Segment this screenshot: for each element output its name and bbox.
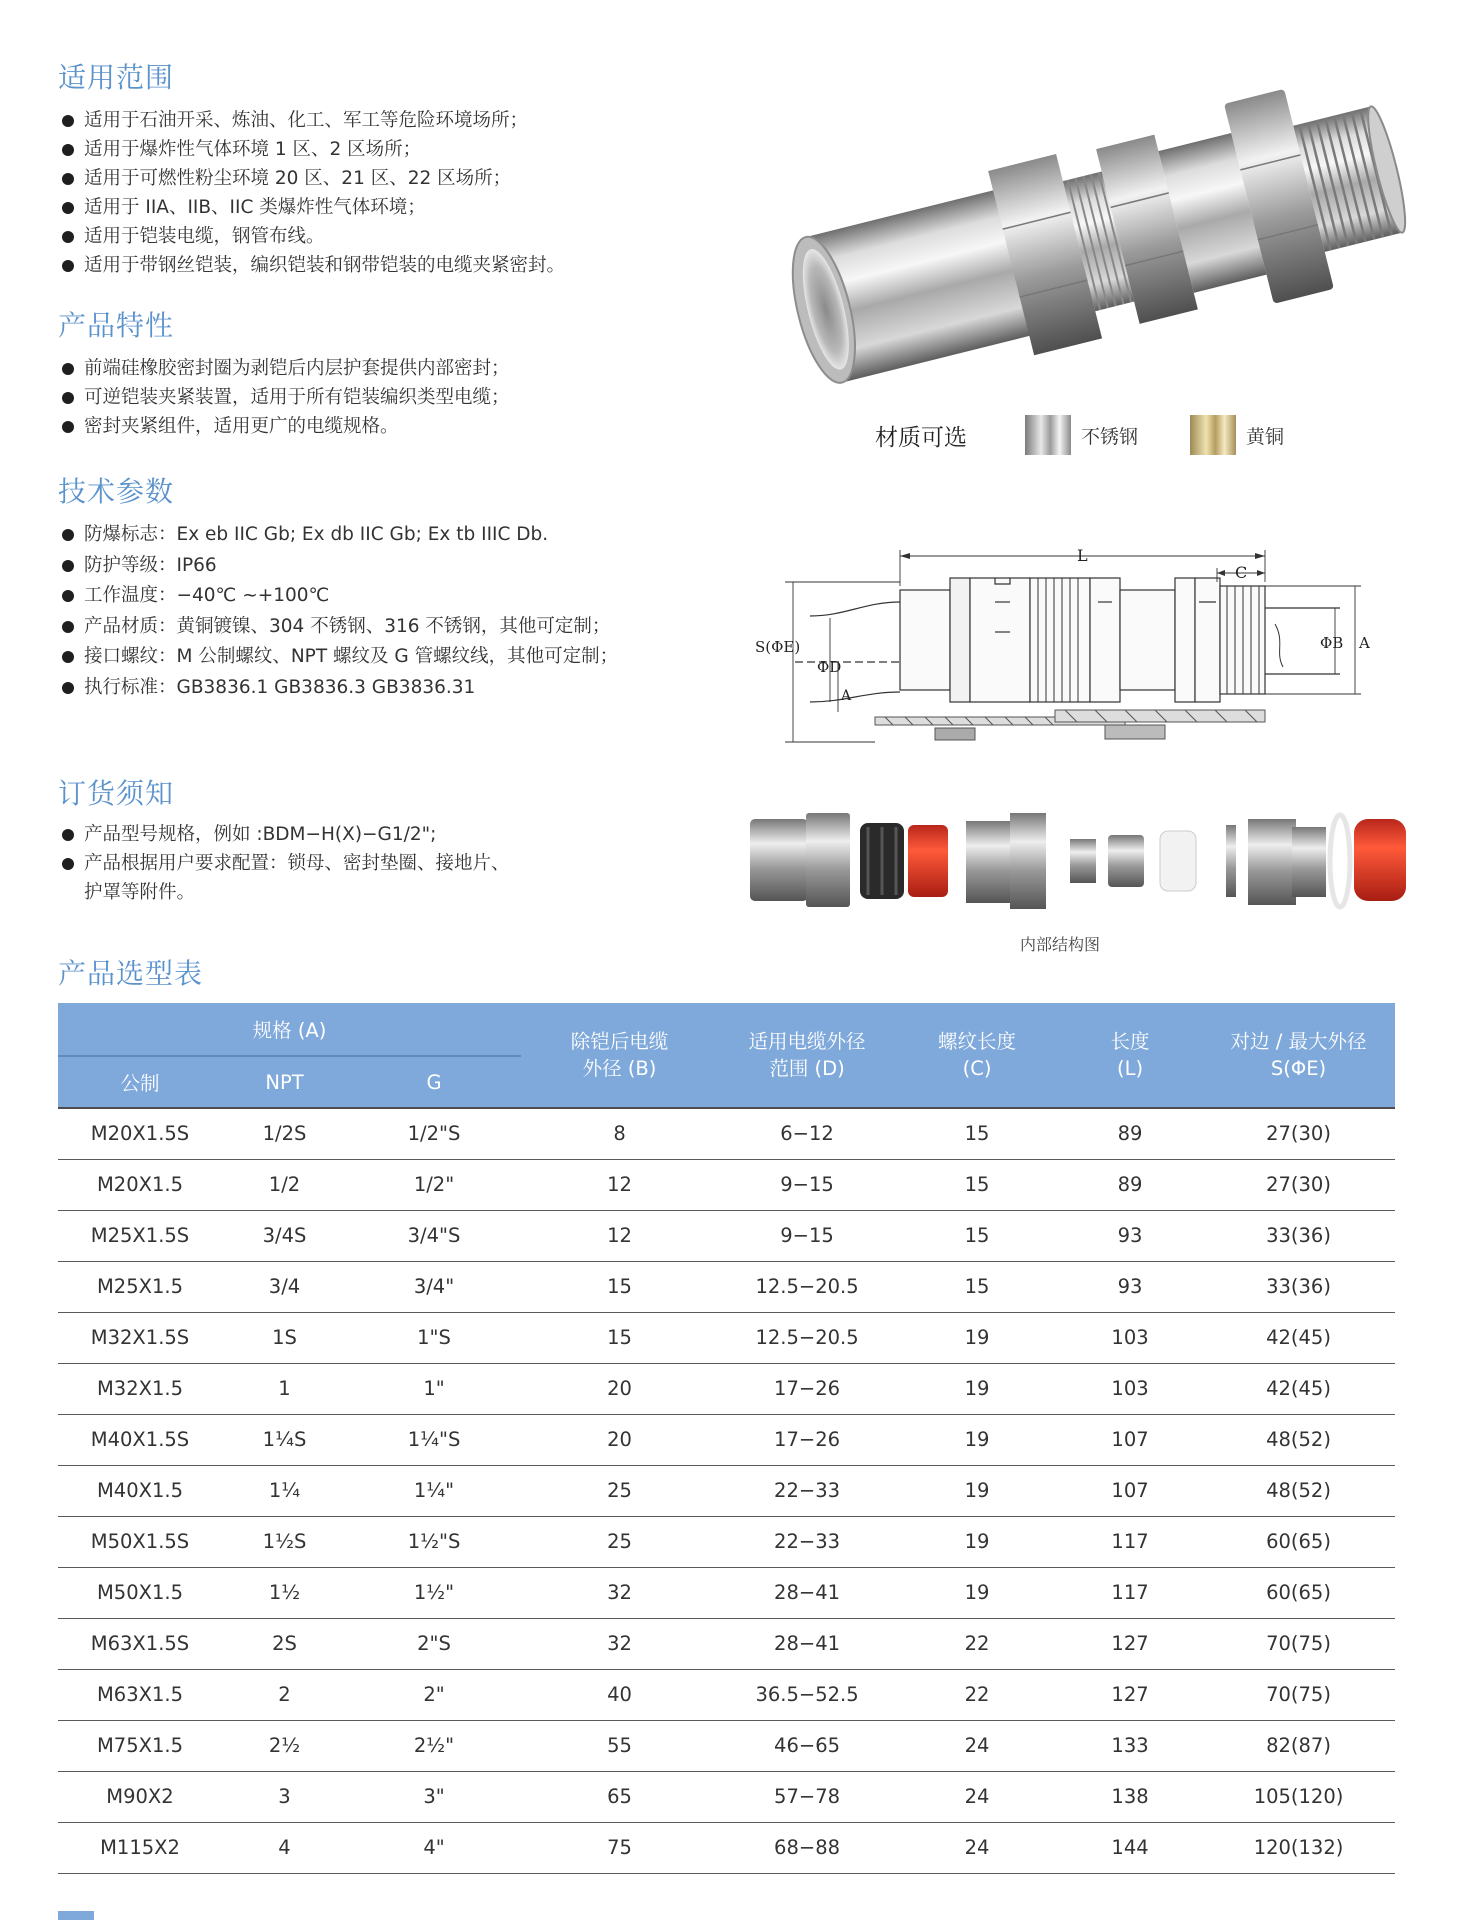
table-cell: 1¼S xyxy=(222,1414,347,1465)
table-cell: 4 xyxy=(222,1822,347,1873)
table-cell: 117 xyxy=(1058,1516,1202,1567)
table-cell: 3/4S xyxy=(222,1210,347,1261)
table-cell: 1/2" xyxy=(347,1159,521,1210)
table-cell: 1½S xyxy=(222,1516,347,1567)
table-cell: 19 xyxy=(896,1567,1058,1618)
table-cell: 68−88 xyxy=(718,1822,896,1873)
dim-label-B: ΦB xyxy=(1320,634,1344,652)
table-cell: 55 xyxy=(521,1720,718,1771)
table-cell: 22 xyxy=(896,1618,1058,1669)
table-cell: 15 xyxy=(896,1159,1058,1210)
table-cell: 24 xyxy=(896,1822,1058,1873)
material-option-name: 黄铜 xyxy=(1246,425,1285,448)
table-cell: 9−15 xyxy=(718,1210,896,1261)
table-cell: 65 xyxy=(521,1771,718,1822)
stainless-steel-swatch xyxy=(1025,415,1071,455)
table-cell: 57−78 xyxy=(718,1771,896,1822)
table-cell: 15 xyxy=(896,1210,1058,1261)
table-cell: 2" xyxy=(347,1669,521,1720)
table-cell: 1¼" xyxy=(347,1465,521,1516)
table-cell: 2"S xyxy=(347,1618,521,1669)
table-cell: 89 xyxy=(1058,1108,1202,1159)
table-cell: 48(52) xyxy=(1202,1414,1395,1465)
table-cell: 17−26 xyxy=(718,1414,896,1465)
specs-list xyxy=(62,520,618,703)
table-cell: M25X1.5S xyxy=(58,1210,222,1261)
list-item: 可逆铠装夹紧装置，适用于所有铠装编织类型电缆； xyxy=(62,383,510,412)
list-item: 适用于 IIA、IIB、IIC 类爆炸性气体环境； xyxy=(62,193,565,222)
table-cell: 46−65 xyxy=(718,1720,896,1771)
selection-table xyxy=(58,1003,1395,1874)
table-cell: 3/4 xyxy=(222,1261,347,1312)
table-cell: M25X1.5 xyxy=(58,1261,222,1312)
dim-label-L: L xyxy=(1077,546,1088,565)
table-cell: 1½" xyxy=(347,1567,521,1618)
table-cell: 33(36) xyxy=(1202,1261,1395,1312)
table-cell: 20 xyxy=(521,1414,718,1465)
parts-caption: 内部结构图 xyxy=(1020,935,1101,954)
table-cell: 117 xyxy=(1058,1567,1202,1618)
table-cell: 22−33 xyxy=(718,1465,896,1516)
table-cell: M40X1.5S xyxy=(58,1414,222,1465)
table-cell: M115X2 xyxy=(58,1822,222,1873)
table-cell: 2S xyxy=(222,1618,347,1669)
table-cell: 9−15 xyxy=(718,1159,896,1210)
dim-label-C: C xyxy=(1235,563,1248,582)
table-cell: 133 xyxy=(1058,1720,1202,1771)
header-metric: 公制 xyxy=(58,1056,222,1108)
table-cell: 42(45) xyxy=(1202,1363,1395,1414)
list-item: 防爆标志：Ex eb IIC Gb; Ex db IIC Gb; Ex tb IIIC Db. xyxy=(62,520,618,551)
table-cell: M63X1.5 xyxy=(58,1669,222,1720)
table-row xyxy=(58,1159,1395,1210)
table-cell: 120(132) xyxy=(1202,1822,1395,1873)
table-cell: 1S xyxy=(222,1312,347,1363)
list-item: 产品材质：黄铜镀镍、304 不锈钢、316 不锈钢，其他可定制； xyxy=(62,612,618,643)
header-l: 长度 (L) xyxy=(1058,1003,1202,1108)
header-npt: NPT xyxy=(222,1056,347,1108)
dim-label-D: ΦD xyxy=(817,658,842,676)
table-cell: 15 xyxy=(896,1108,1058,1159)
table-cell: 1/2 xyxy=(222,1159,347,1210)
table-cell: 15 xyxy=(521,1261,718,1312)
list-item: 适用于铠装电缆，钢管布线。 xyxy=(62,222,565,251)
table-cell: M40X1.5 xyxy=(58,1465,222,1516)
table-cell: 70(75) xyxy=(1202,1618,1395,1669)
table-cell: 25 xyxy=(521,1465,718,1516)
table-cell: 22 xyxy=(896,1669,1058,1720)
scope-list xyxy=(62,106,565,280)
table-cell: 1¼"S xyxy=(347,1414,521,1465)
list-item: 产品根据用户要求配置：锁母、密封垫圈、接地片、 xyxy=(62,849,510,878)
table-cell: 1" xyxy=(347,1363,521,1414)
table-row xyxy=(58,1516,1395,1567)
table-cell: 103 xyxy=(1058,1363,1202,1414)
table-cell: 1¼ xyxy=(222,1465,347,1516)
table-cell: 93 xyxy=(1058,1210,1202,1261)
table-cell: 1½ xyxy=(222,1567,347,1618)
table-header xyxy=(58,1003,1395,1108)
section-title-ordering: 订货须知 xyxy=(58,777,175,810)
cable-gland-photo xyxy=(770,58,1410,398)
table-cell: M50X1.5S xyxy=(58,1516,222,1567)
table-cell: 75 xyxy=(521,1822,718,1873)
table-cell: 60(65) xyxy=(1202,1516,1395,1567)
table-cell: 19 xyxy=(896,1516,1058,1567)
table-cell: 17−26 xyxy=(718,1363,896,1414)
table-cell: 27(30) xyxy=(1202,1159,1395,1210)
section-title-specs: 技术参数 xyxy=(58,475,175,508)
table-cell: 70(75) xyxy=(1202,1669,1395,1720)
table-cell: 3/4" xyxy=(347,1261,521,1312)
material-options xyxy=(875,415,1336,455)
table-cell: 24 xyxy=(896,1720,1058,1771)
table-cell: M50X1.5 xyxy=(58,1567,222,1618)
list-item: 适用于可燃性粉尘环境 20 区、21 区、22 区场所； xyxy=(62,164,565,193)
header-g: G xyxy=(347,1056,521,1108)
table-cell: 107 xyxy=(1058,1414,1202,1465)
table-cell: 138 xyxy=(1058,1771,1202,1822)
section-title-selection: 产品选型表 xyxy=(58,957,204,990)
table-cell: 12.5−20.5 xyxy=(718,1261,896,1312)
table-cell: 127 xyxy=(1058,1618,1202,1669)
material-label: 材质可选 xyxy=(875,424,967,451)
table-cell: 1½"S xyxy=(347,1516,521,1567)
table-cell: 6−12 xyxy=(718,1108,896,1159)
table-cell: 103 xyxy=(1058,1312,1202,1363)
table-cell: 19 xyxy=(896,1312,1058,1363)
table-cell: 4" xyxy=(347,1822,521,1873)
table-cell: 3 xyxy=(222,1771,347,1822)
table-cell: 127 xyxy=(1058,1669,1202,1720)
table-cell: 28−41 xyxy=(718,1567,896,1618)
table-cell: 20 xyxy=(521,1363,718,1414)
table-cell: 19 xyxy=(896,1465,1058,1516)
table-cell: 3" xyxy=(347,1771,521,1822)
brass-swatch xyxy=(1190,415,1236,455)
table-cell: M32X1.5 xyxy=(58,1363,222,1414)
table-cell: 2½" xyxy=(347,1720,521,1771)
header-spec-group: 规格 (A) xyxy=(58,1003,521,1056)
header-b: 除铠后电缆 外径 (B) xyxy=(521,1003,718,1108)
list-item: 前端硅橡胶密封圈为剥铠后内层护套提供内部密封； xyxy=(62,354,510,383)
list-item: 适用于带钢丝铠装，编织铠装和钢带铠装的电缆夹紧密封。 xyxy=(62,251,565,280)
table-row xyxy=(58,1108,1395,1159)
list-item: 密封夹紧组件，适用更广的电缆规格。 xyxy=(62,412,510,441)
table-cell: 48(52) xyxy=(1202,1465,1395,1516)
list-item: 产品型号规格，例如 :BDM−H(X)−G1/2"; xyxy=(62,820,510,849)
table-cell: 1 xyxy=(222,1363,347,1414)
features-list xyxy=(62,354,510,441)
header-c: 螺纹长度 (C) xyxy=(896,1003,1058,1108)
table-cell: M20X1.5 xyxy=(58,1159,222,1210)
table-cell: 22−33 xyxy=(718,1516,896,1567)
table-cell: M90X2 xyxy=(58,1771,222,1822)
table-cell: 15 xyxy=(896,1261,1058,1312)
ordering-list xyxy=(62,820,510,907)
table-row xyxy=(58,1312,1395,1363)
table-cell: 2 xyxy=(222,1669,347,1720)
table-row xyxy=(58,1618,1395,1669)
dim-label-A-right: A xyxy=(1359,634,1370,652)
section-title-features: 产品特性 xyxy=(58,309,175,342)
table-cell: M20X1.5S xyxy=(58,1108,222,1159)
list-item-continued: 护罩等附件。 xyxy=(84,882,196,903)
internal-parts-image xyxy=(748,805,1408,915)
table-cell: 15 xyxy=(521,1312,718,1363)
table-cell: 32 xyxy=(521,1618,718,1669)
table-cell: 40 xyxy=(521,1669,718,1720)
table-cell: M63X1.5S xyxy=(58,1618,222,1669)
table-row xyxy=(58,1261,1395,1312)
table-cell: 107 xyxy=(1058,1465,1202,1516)
section-title-scope: 适用范围 xyxy=(58,61,175,94)
table-row xyxy=(58,1465,1395,1516)
dimension-drawing xyxy=(755,542,1375,752)
table-row xyxy=(58,1414,1395,1465)
table-cell: 42(45) xyxy=(1202,1312,1395,1363)
header-d: 适用电缆外径 范围 (D) xyxy=(718,1003,896,1108)
table-row xyxy=(58,1210,1395,1261)
table-cell: 93 xyxy=(1058,1261,1202,1312)
table-cell: 8 xyxy=(521,1108,718,1159)
list-item: 适用于爆炸性气体环境 1 区、2 区场所； xyxy=(62,135,565,164)
page-marker xyxy=(58,1911,94,1920)
table-cell: 12 xyxy=(521,1210,718,1261)
table-cell: 1"S xyxy=(347,1312,521,1363)
table-cell: 19 xyxy=(896,1414,1058,1465)
table-cell: 36.5−52.5 xyxy=(718,1669,896,1720)
table-row xyxy=(58,1720,1395,1771)
table-cell: 2½ xyxy=(222,1720,347,1771)
table-cell: 82(87) xyxy=(1202,1720,1395,1771)
material-option-name: 不锈钢 xyxy=(1081,425,1139,448)
table-cell: 1/2"S xyxy=(347,1108,521,1159)
dim-label-A-left: A xyxy=(841,688,852,704)
table-cell: 60(65) xyxy=(1202,1567,1395,1618)
list-item: 工作温度：−40℃ ~+100℃ xyxy=(62,581,618,612)
dim-label-S: S(ΦE) xyxy=(755,638,801,656)
list-item: 接口螺纹：M 公制螺纹、NPT 螺纹及 G 管螺纹线，其他可定制； xyxy=(62,642,618,673)
table-row xyxy=(58,1567,1395,1618)
table-cell: 33(36) xyxy=(1202,1210,1395,1261)
table-row xyxy=(58,1669,1395,1720)
table-cell: 28−41 xyxy=(718,1618,896,1669)
table-cell: 27(30) xyxy=(1202,1108,1395,1159)
table-cell: 3/4"S xyxy=(347,1210,521,1261)
table-cell: 25 xyxy=(521,1516,718,1567)
table-cell: 24 xyxy=(896,1771,1058,1822)
header-s: 对边 / 最大外径 S(ΦE) xyxy=(1202,1003,1395,1108)
table-row xyxy=(58,1771,1395,1822)
table-cell: 32 xyxy=(521,1567,718,1618)
table-cell: 89 xyxy=(1058,1159,1202,1210)
table-row xyxy=(58,1363,1395,1414)
list-item: 适用于石油开采、炼油、化工、军工等危险环境场所； xyxy=(62,106,565,135)
table-cell: M32X1.5S xyxy=(58,1312,222,1363)
table-body xyxy=(58,1108,1395,1873)
table-cell: 19 xyxy=(896,1363,1058,1414)
list-item: 防护等级：IP66 xyxy=(62,551,618,582)
list-item: 执行标准：GB3836.1 GB3836.3 GB3836.31 xyxy=(62,673,618,704)
table-cell: 144 xyxy=(1058,1822,1202,1873)
table-cell: M75X1.5 xyxy=(58,1720,222,1771)
table-cell: 12 xyxy=(521,1159,718,1210)
table-cell: 105(120) xyxy=(1202,1771,1395,1822)
table-cell: 12.5−20.5 xyxy=(718,1312,896,1363)
table-cell: 1/2S xyxy=(222,1108,347,1159)
table-row xyxy=(58,1822,1395,1873)
